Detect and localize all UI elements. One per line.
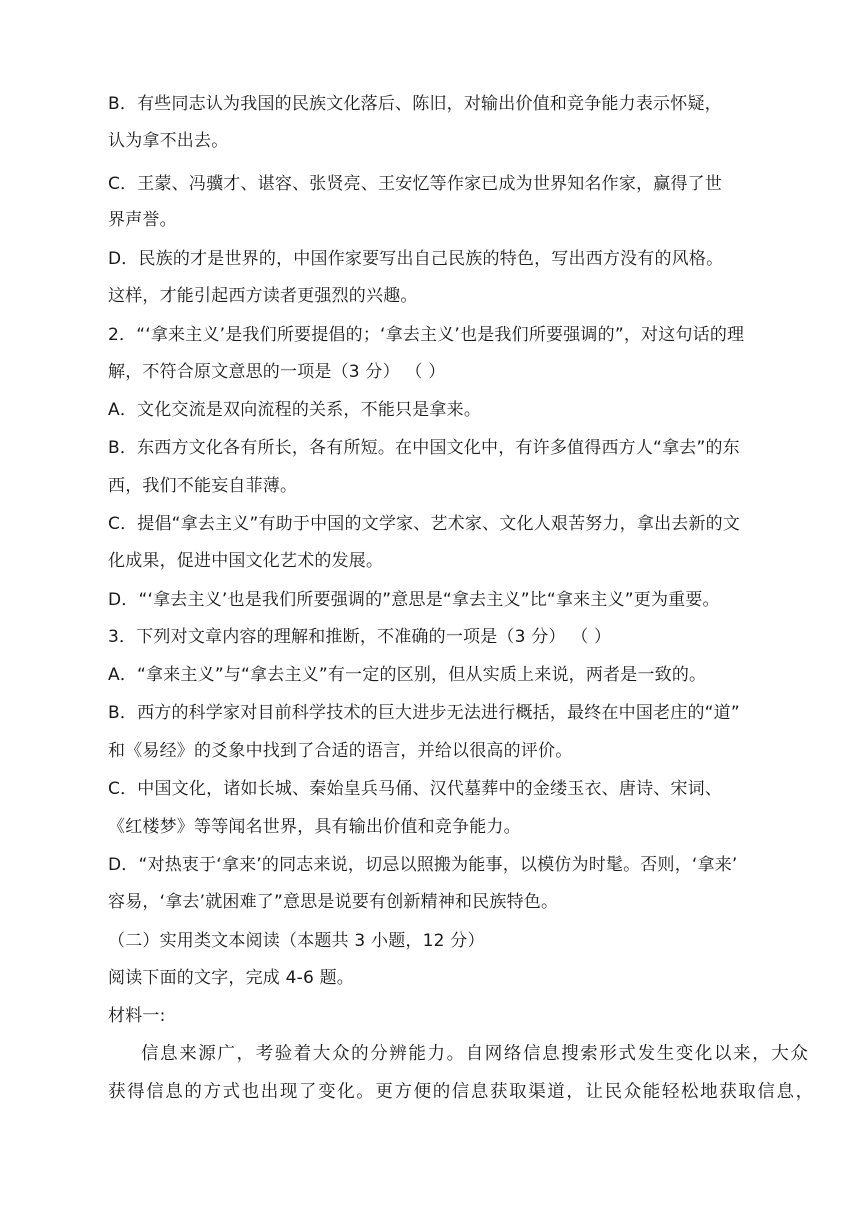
q3-option-b-line-2: 和《易经》的爻象中找到了合适的语言，并给以很高的评价。 bbox=[108, 741, 573, 761]
q3-option-a: A．“拿来主义”与“拿去主义”有一定的区别，但从实质上来说，两者是一致的。 bbox=[108, 665, 707, 685]
section-heading: （二）实用类文本阅读（本题共 3 小题，12 分） bbox=[108, 931, 485, 951]
option-b-line-1: B．有些同志认为我国的民族文化落后、陈旧，对输出价值和竞争能力表示怀疑， bbox=[108, 94, 722, 114]
q2-option-c-line-1: C．提倡“拿去主义”有助于中国的文学家、艺术家、文化人艰苦努力，拿出去新的文 bbox=[108, 514, 741, 534]
question-3: 3．下列对文章内容的理解和推断，不准确的一项是（3 分） （ ） bbox=[108, 627, 612, 647]
q2-option-a: A．文化交流是双向流程的关系，不能只是拿来。 bbox=[108, 400, 482, 420]
q2-option-b-line-1: B．东西方文化各有所长，各有所短。在中国文化中，有许多值得西方人“拿去”的东 bbox=[108, 438, 740, 458]
reading-instruction: 阅读下面的文字，完成 4-6 题。 bbox=[108, 968, 354, 988]
option-d-line-1: D．民族的才是世界的，中国作家要写出自己民族的特色，写出西方没有的风格。 bbox=[108, 249, 724, 269]
q3-option-c-line-2: 《红楼梦》等等闻名世界，具有输出价值和竞争能力。 bbox=[108, 817, 521, 837]
material-paragraph-line-1: 信息来源广，考验着大众的分辨能力。自网络信息搜索形式发生变化以来，大众 bbox=[141, 1044, 810, 1064]
q3-option-d-line-2: 容易，‘拿去’就困难了”意思是说要有创新精神和民族特色。 bbox=[108, 892, 559, 912]
material-paragraph-line-2: 获得信息的方式也出现了变化。更方便的信息获取渠道，让民众能轻松地获取信息， bbox=[108, 1082, 815, 1102]
q3-option-b-line-1: B．西方的科学家对目前科学技术的巨大进步无法进行概括，最终在中国老庄的“道” bbox=[108, 703, 740, 723]
option-d-line-2: 这样，才能引起西方读者更强烈的兴趣。 bbox=[108, 286, 418, 306]
material-label: 材料一: bbox=[108, 1006, 166, 1026]
question-2-line-2: 解，不符合原文意思的一项是（3 分） （ ） bbox=[108, 362, 446, 382]
q2-option-c-line-2: 化成果，促进中国文化艺术的发展。 bbox=[108, 551, 384, 571]
q3-option-c-line-1: C．中国文化，诸如长城、秦始皇兵马俑、汉代墓葬中的金缕玉衣、唐诗、宋词、 bbox=[108, 779, 723, 799]
option-c-line-1: C．王蒙、冯骥才、谌容、张贤亮、王安忆等作家已成为世界知名作家，赢得了世 bbox=[108, 174, 723, 194]
option-c-line-2: 界声誉。 bbox=[108, 210, 177, 230]
q3-option-d-line-1: D．“对热衷于‘拿来’的同志来说，切忌以照搬为能事，以模仿为时髦。否则，‘拿来’ bbox=[108, 855, 738, 875]
option-b-line-2: 认为拿不出去。 bbox=[108, 131, 229, 151]
q2-option-b-line-2: 西，我们不能妄自菲薄。 bbox=[108, 476, 298, 496]
q2-option-d: D．“‘拿去主义’也是我们所要强调的”意思是“拿去主义”比“拿来主义”更为重要。 bbox=[108, 590, 720, 610]
question-2-line-1: 2．“‘拿来主义’是我们所要提倡的；‘拿去主义’也是我们所要强调的”，对这句话的理 bbox=[108, 325, 745, 345]
